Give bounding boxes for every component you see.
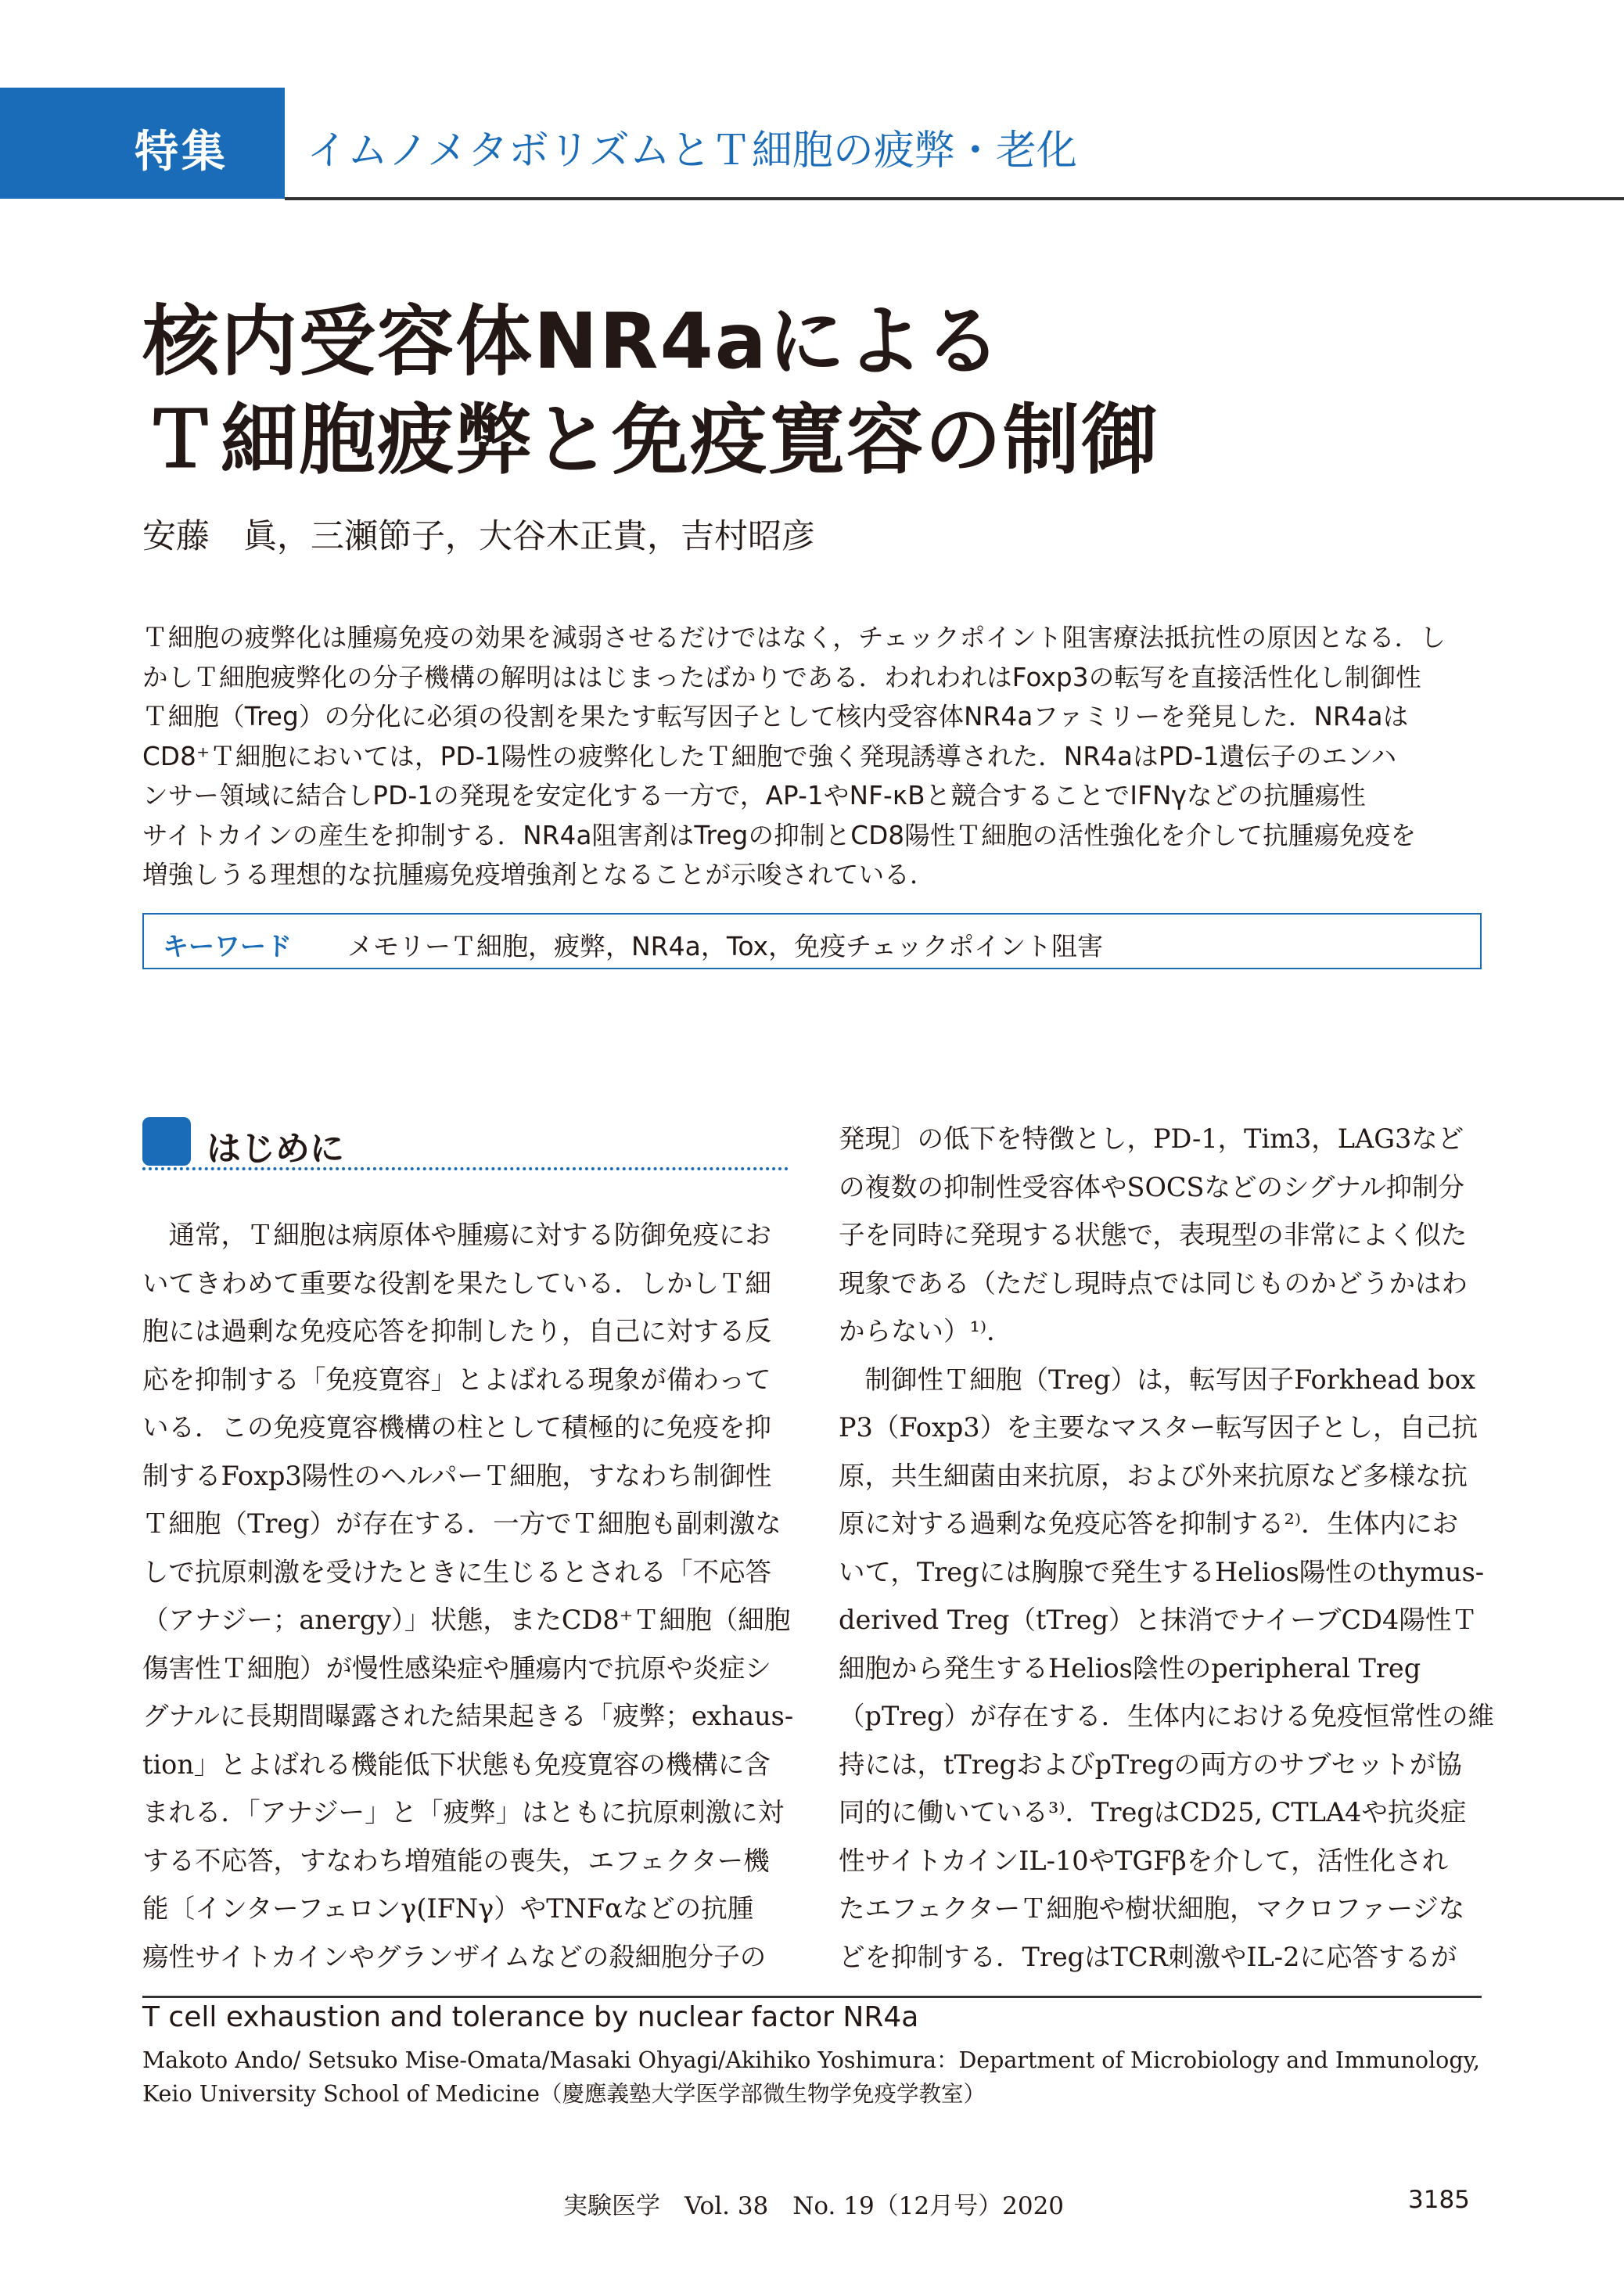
body-line: たエフェクターＴ細胞や樹状細胞，マクロファージな bbox=[839, 1893, 1465, 1924]
body-line: 現象である（ただし現時点では同じものかどうかはわ bbox=[839, 1267, 1468, 1299]
body-line: まれる．「アナジー」と「疲弊」はともに抗原刺激に対 bbox=[142, 1797, 785, 1828]
abstract-line: Ｔ細胞の疲弊化は腫瘍免疫の効果を減弱させるだけではなく，チェックポイント阻害療法抵抗性の原因となる．し bbox=[142, 623, 1446, 652]
body-line: いる．この免疫寛容機構の柱として積極的に免疫を抑 bbox=[142, 1412, 771, 1443]
keyword-label: キーワード bbox=[163, 931, 292, 961]
body-line: いて，Tregには胸腺で発生するHelios陽性のthymus- bbox=[839, 1556, 1485, 1587]
body-line: 能〔インターフェロンγ(IFNγ）やTNFαなどの抗腫 bbox=[142, 1893, 754, 1924]
body-line: 原に対する過剰な免疫応答を抑制する²⁾．生体内にお bbox=[839, 1508, 1459, 1539]
body-line: 瘍性サイトカインやグランザイムなどの殺細胞分子の bbox=[142, 1941, 767, 1972]
footer-divider bbox=[142, 1996, 1482, 1998]
section-heading: はじめに bbox=[207, 1129, 344, 1169]
abstract bbox=[142, 618, 1482, 895]
abstract-line: サイトカインの産生を抑制する．NR4a阻害剤はTregの抑制とCD8陽性Ｔ細胞の活性強化を介して抗腫瘍免疫を bbox=[142, 820, 1417, 850]
body-line: しで抗原刺激を受けたときに生じるとされる「不応答 bbox=[142, 1556, 771, 1587]
body-line: 発現〕の低下を特徴とし，PD-1，Tim3，LAG3など bbox=[839, 1123, 1464, 1154]
body-line: 子を同時に発現する状態で，表現型の非常によく似た bbox=[839, 1220, 1468, 1250]
body-line: いてきわめて重要な役割を果たしている．しかしＴ細 bbox=[142, 1267, 771, 1299]
english-title: T cell exhaustion and tolerance by nuclear factor NR4a bbox=[142, 2001, 919, 2033]
article-title-line-2: Ｔ細胞疲弊と免疫寛容の制御 bbox=[142, 396, 1160, 485]
body-line: Ｔ細胞（Treg）が存在する．一方でＴ細胞も副刺激な bbox=[142, 1508, 781, 1539]
abstract-line: CD8⁺Ｔ細胞においては，PD-1陽性の疲弊化したＴ細胞で強く発現誘導された．NR4aはPD-1遺伝子のエンハ bbox=[142, 741, 1397, 771]
english-affiliation bbox=[142, 2043, 1480, 2111]
article-title-line-1: 核内受容体NR4aによる bbox=[142, 297, 1003, 386]
body-column-left bbox=[142, 1211, 793, 1981]
body-line: P3（Foxp3）を主要なマスター転写因子とし，自己抗 bbox=[839, 1412, 1478, 1443]
english-affiliation-line: Makoto Ando/ Setsuko Mise-Omata/Masaki Ohyagi/Akihiko Yoshimura：Department of Microbiology and Immunology, bbox=[142, 2047, 1480, 2073]
special-issue-tag-label: 特集 bbox=[135, 127, 228, 178]
body-line: 傷害性Ｔ細胞）が慢性感染症や腫瘍内で抗原や炎症シ bbox=[142, 1652, 771, 1684]
page-number: 3185 bbox=[1408, 2186, 1470, 2214]
section-dotted-rule bbox=[142, 1167, 789, 1170]
body-line: 細胞から発生するHelios陰性のperipheral Treg bbox=[839, 1652, 1421, 1684]
author-list: 安藤 眞，三瀬節子，大谷木正貴，吉村昭彦 bbox=[142, 517, 815, 556]
abstract-line: 増強しうる理想的な抗腫瘍免疫増強剤となることが示唆されている． bbox=[142, 860, 936, 890]
body-line: tion」とよばれる機能低下状態も免疫寛容の機構に含 bbox=[142, 1749, 771, 1780]
abstract-line: Ｔ細胞（Treg）の分化に必須の役割を果たす転写因子として核内受容体NR4aファミリーを発見した．NR4aは bbox=[142, 702, 1409, 731]
abstract-line: ンサー領域に結合しPD-1の発現を安定化する一方で，AP-1やNF-κBと競合することでIFNγなどの抗腫瘍性 bbox=[142, 781, 1366, 810]
english-affiliation-line: Keio University School of Medicine（慶應義塾大学医学部微生物学免疫学教室） bbox=[142, 2081, 986, 2107]
section-marker-icon bbox=[142, 1117, 191, 1166]
body-line: derived Treg（tTreg）と抹消でナイーブCD4陽性Ｔ bbox=[839, 1605, 1478, 1635]
journal-citation: 実験医学 Vol. 38 No. 19（12月号）2020 bbox=[563, 2192, 1065, 2220]
body-line: 応を抑制する「免疫寛容」とよばれる現象が備わって bbox=[142, 1364, 771, 1395]
body-line: 胞には過剰な免疫応答を抑制したり，自己に対する反 bbox=[142, 1316, 771, 1346]
body-line: からない）¹⁾． bbox=[839, 1316, 1013, 1346]
header-divider bbox=[285, 197, 1624, 200]
special-issue-title: イムノメタボリズムとＴ細胞の疲弊・老化 bbox=[307, 128, 1077, 174]
body-line: グナルに長期間曝露された結果起きる「疲弊；exhaus- bbox=[142, 1701, 794, 1731]
body-line: （アナジー；anergy）」状態，またCD8⁺Ｔ細胞（細胞 bbox=[142, 1605, 791, 1635]
body-line: の複数の抑制性受容体やSOCSなどのシグナル抑制分 bbox=[839, 1171, 1465, 1202]
body-line: 制御性Ｔ細胞（Treg）は，転写因子Forkhead box bbox=[839, 1364, 1475, 1395]
body-line: 原，共生細菌由来抗原，および外来抗原など多様な抗 bbox=[839, 1460, 1468, 1491]
body-line: どを抑制する．TregはTCR刺激やIL-2に応答するが bbox=[839, 1941, 1457, 1972]
body-column-right bbox=[839, 1115, 1494, 1981]
body-line: （pTreg）が存在する．生体内における免疫恒常性の維 bbox=[839, 1701, 1495, 1731]
body-line: 持には，tTregおよびpTregの両方のサブセットが協 bbox=[839, 1749, 1462, 1780]
body-line: する不応答，すなわち増殖能の喪失，エフェクター機 bbox=[142, 1845, 770, 1876]
special-issue-tag bbox=[0, 88, 285, 199]
abstract-line: かしＴ細胞疲弊化の分子機構の解明ははじまったばかりである．われわれはFoxp3の転写を直接活性化し制御性 bbox=[142, 662, 1421, 692]
body-line: 通常，Ｔ細胞は病原体や腫瘍に対する防御免疫にお bbox=[142, 1220, 771, 1250]
body-line: 性サイトカインIL-10やTGFβを介して，活性化され bbox=[839, 1845, 1449, 1876]
keyword-list: メモリーＴ細胞，疲弊，NR4a，Tox，免疫チェックポイント阻害 bbox=[347, 931, 1104, 961]
body-line: 制するFoxp3陽性のヘルパーＴ細胞，すなわち制御性 bbox=[142, 1460, 772, 1491]
body-line: 同的に働いている³⁾．TregはCD25, CTLA4や抗炎症 bbox=[839, 1797, 1467, 1828]
